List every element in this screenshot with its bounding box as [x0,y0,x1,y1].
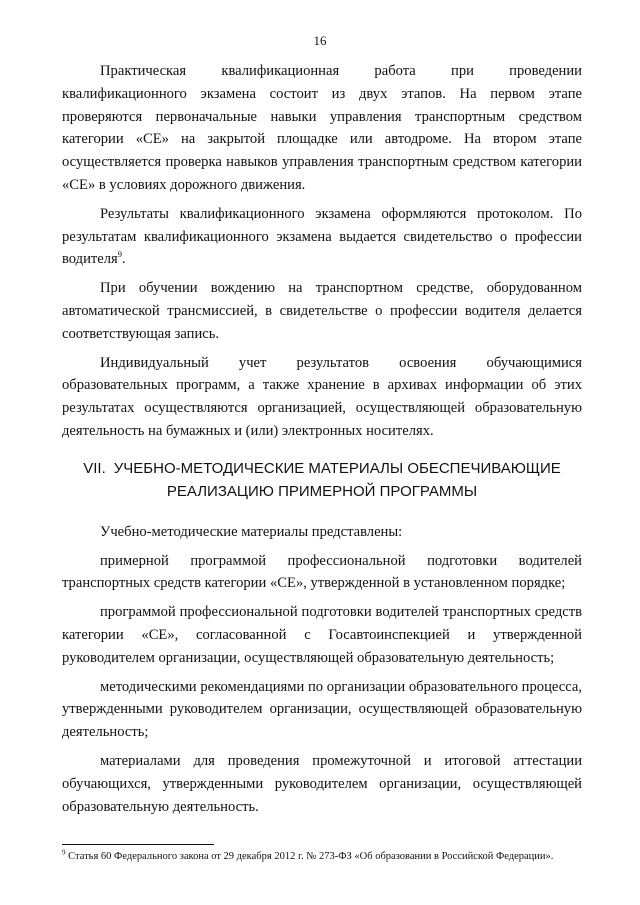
paragraph-materials-intro: Учебно-методические материалы представлены: [100,523,403,540]
footnote-divider [62,844,214,845]
footnote-marker: 9 [62,848,66,857]
paragraph-automatic-transmission: При обучении вождению на транспортном средстве, оборудованном автоматической трансмиссией, в свидетельстве о профессии водителя делается соответствующая запись. [62,280,582,342]
footnote-reference: 9 [117,249,123,260]
footnote [62,850,602,863]
section-title-line2: РЕАЛИЗАЦИЮ ПРИМЕРНОЙ ПРОГРАММЫ [166,482,478,500]
paragraph-exam-results [62,203,582,271]
section-heading [62,457,582,503]
list-item-methodical-recommendations: методическими рекомендациями по организации образовательного процесса, утвержденными руководителем организации, осуществляющей образовательную деятельность; [62,678,582,741]
paragraph-exam-results-text: Результаты квалификационного экзамена оформляются протоколом. По результатам квалификационного экзамена выдается свидетельство о профессии водителя [62,205,582,268]
footnote-text: Статья 60 Федерального закона от 29 декабря 2012 г. № 273-ФЗ «Об образовании в Российской Федерации». [65,851,554,862]
paragraph-exam-results-end: . [122,251,126,268]
page-number: 16 [313,33,327,48]
section-title-line1: УЧЕБНО-МЕТОДИЧЕСКИЕ МАТЕРИАЛЫ ОБЕСПЕЧИВАЮЩИЕ [113,459,561,477]
section-number: VII. [83,459,106,477]
list-item-sample-program: примерной программой профессиональной подготовки водителей транспортных средств категории «СЕ», утвержденной в установленном порядке; [62,552,582,592]
paragraph-individual-records: Индивидуальный учет результатов освоения обучающимися образовательных программ, а также хранение в архивах информации об этих результатах осуществляются организацией, осуществляющей образовательную деятельность на бумажных и (или) электронных носителях. [62,354,582,439]
paragraph-exam-stages: Практическая квалификационная работа при проведении квалификационного экзамена состоит из двух этапов. На первом этапе проверяются первоначальные навыки управления транспортным средством категории «СЕ» на закрытой площадке или автодроме. На втором этапе осуществляется проверка навыков управления транспортным средством категории «СЕ» в условиях дорожного движения. [62,63,582,193]
document-body [62,60,582,824]
list-item-attestation-materials: материалами для проведения промежуточной и итоговой аттестации обучающихся, утвержденными руководителем организации, осуществляющей образовательную деятельность. [62,752,582,815]
list-item-training-program: программой профессиональной подготовки водителей транспортных средств категории «СЕ», согласованной с Госавтоинспекцией и утвержденной руководителем организации, осуществляющей образовательную деятельность; [62,604,582,666]
section-heading-line1 [62,457,582,480]
